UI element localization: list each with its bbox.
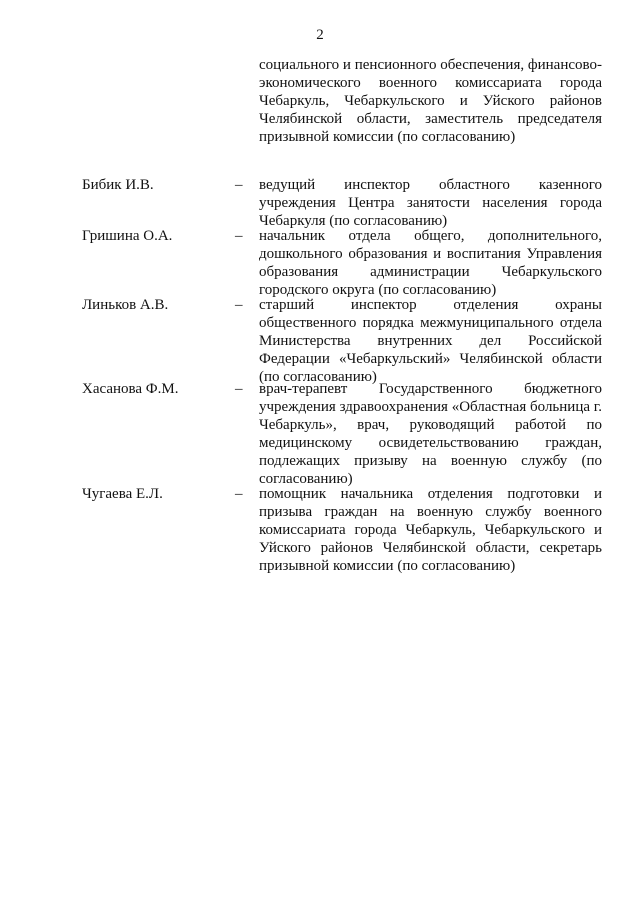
- member-name: Хасанова Ф.М.: [82, 381, 179, 397]
- member-description: помощник начальника отделения подготовки и призыва граждан на военную службу военного комиссариата города Чебаркуль, Чебаркульского и Уйского районов Челябинской области, секретарь призывной комиссии (по согласованию): [259, 486, 602, 574]
- member-dash: –: [235, 177, 243, 193]
- member-name: Чугаева Е.Л.: [82, 486, 163, 502]
- member-name: Линьков А.В.: [82, 297, 169, 313]
- page-number: 2: [316, 27, 324, 43]
- member-dash: –: [235, 486, 243, 502]
- member-name: Бибик И.В.: [82, 177, 154, 193]
- member-description: врач-терапевт Государственного бюджетного учреждения здравоохранения «Областная больница г. Чебаркуль», врач, руководящий работой по медицинскому освидетельствованию граждан, подлежащих призыву на военную службу (по согласованию): [259, 381, 602, 487]
- member-dash: –: [235, 381, 243, 397]
- member-description: старший инспектор отделения охраны общественного порядка межмуниципального отдела Министерства внутренних дел Российской Федерации «Чебаркульский» Челябинской области (по согласованию): [259, 297, 602, 385]
- member-description: ведущий инспектор областного казенного учреждения Центра занятости населения города Чебаркуля (по согласованию): [259, 177, 602, 229]
- member-name: Гришина О.А.: [82, 228, 173, 244]
- member-dash: –: [235, 297, 243, 313]
- member-description: начальник отдела общего, дополнительного, дошкольного образования и воспитания Управления образования администрации Чебаркульского городского округа (по согласованию): [259, 228, 602, 298]
- continued-member-description: социального и пенсионного обеспечения, финансово-экономического военного комиссариата города Чебаркуль, Чебаркульского и Уйского районов Челябинской области, заместитель председателя призывной комиссии (по согласованию): [259, 57, 602, 145]
- member-dash: –: [235, 228, 243, 244]
